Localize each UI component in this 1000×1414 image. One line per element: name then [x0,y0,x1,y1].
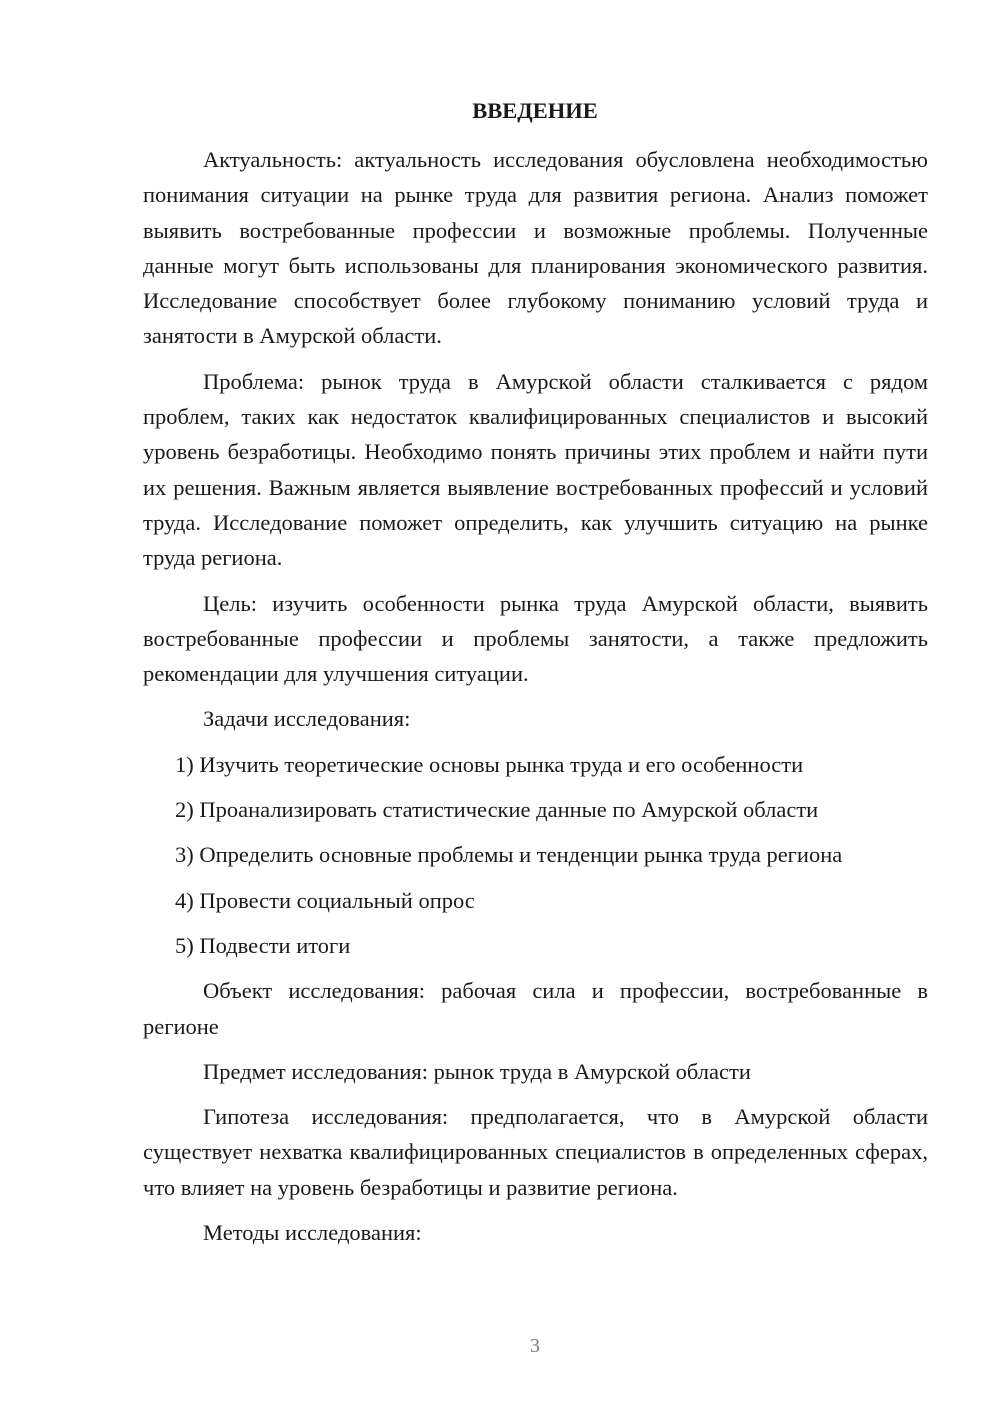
list-item-task-4: 4) Провести социальный опрос [175,887,475,913]
page-number: 3 [530,1335,540,1357]
paragraph-methods: Методы исследования: [203,1220,422,1246]
list-item-task-5: 5) Подвести итоги [175,932,351,958]
tasks-heading: Задачи исследования: [203,706,411,732]
paragraph-problem: Проблема: рынок труда в Амурской области сталкивается с рядом проблем, таких как недостаток квалифицированных специалистов и высокий уровень безработицы. Необходимо понять причины этих проблем и найти пути их решения. Важным является выявление востребованных профессий и условий труда. Исследование поможет определить, как улучшить ситуацию на рынке труда региона. [143,368,928,571]
paragraph-subject: Предмет исследования: рынок труда в Амурской области [203,1058,751,1084]
page-title: ВВЕДЕНИЕ [472,98,598,123]
document-body [143,142,928,1260]
list-item-task-1: 1) Изучить теоретические основы рынка труда и его особенности [175,751,804,777]
list-item-task-2: 2) Проанализировать статистические данные по Амурской области [175,797,819,823]
paragraph-hypothesis: Гипотеза исследования: предполагается, что в Амурской области существует нехватка квалифицированных специалистов в определенных сферах, что влияет на уровень безработицы и развитие региона. [143,1104,928,1200]
list-item-task-3: 3) Определить основные проблемы и тенденции рынка труда региона [175,842,843,868]
paragraph-goal: Цель: изучить особенности рынка труда Амурской области, выявить востребованные профессии и проблемы занятости, а также предложить рекомендации для улучшения ситуации. [143,590,928,687]
paragraph-object: Объект исследования: рабочая сила и профессии, востребованные в регионе [143,978,928,1039]
paragraph-relevance: Актуальность: актуальность исследования обусловлена необходимостью понимания ситуации на рынке труда для развития региона. Анализ поможет выявить востребованные профессии и возможные проблемы. Полученные данные могут быть использованы для планирования экономического развития. Исследование способствует более глубокому пониманию условий труда и занятости в Амурской области. [143,147,928,349]
